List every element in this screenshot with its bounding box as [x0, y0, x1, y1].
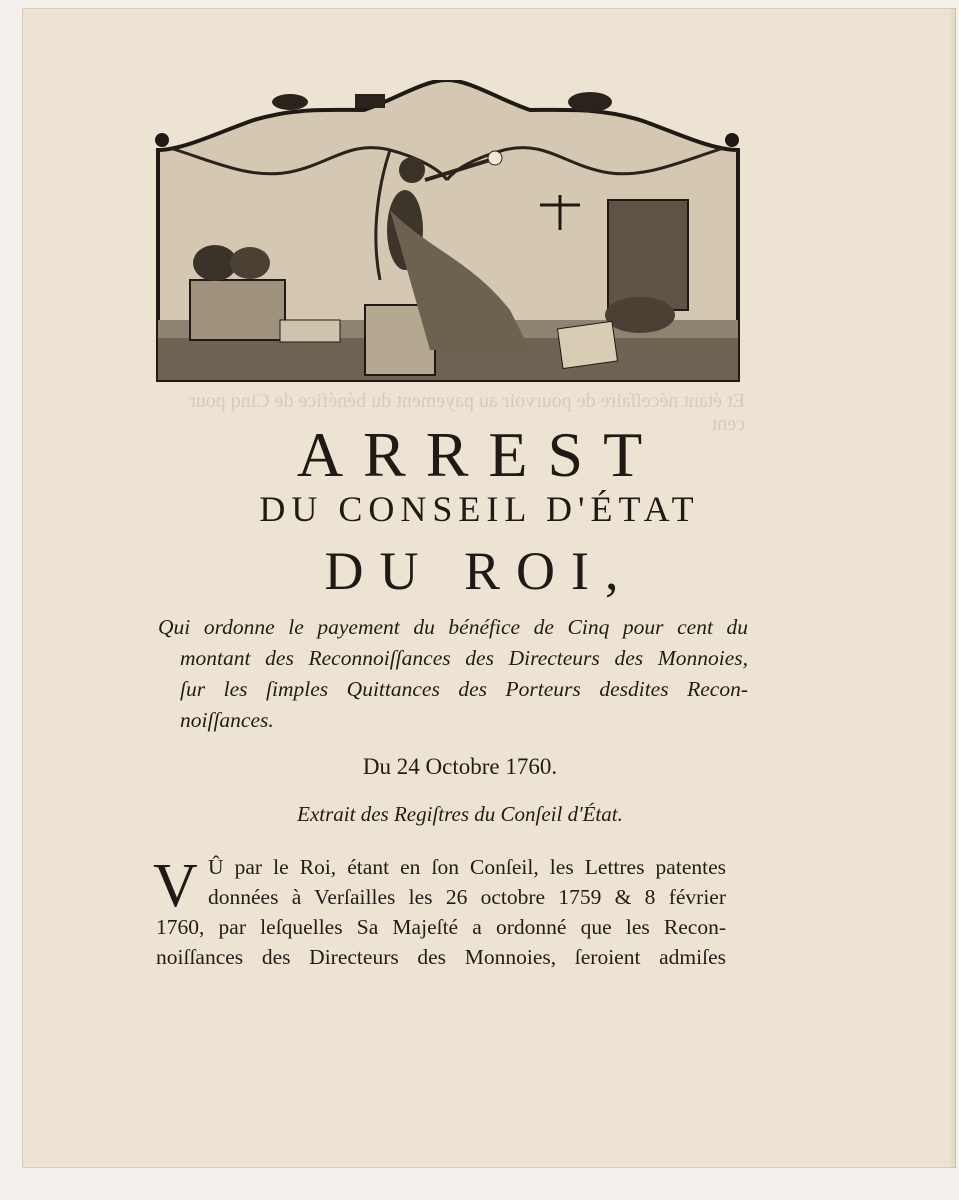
body-line: Û par le Roi, étant en ſon Conſeil, les Lettres patentes [208, 855, 726, 879]
title-arrest: ARREST [296, 419, 663, 490]
subtitle [158, 612, 748, 736]
extract-line: Extrait des Regiſtres du Conſeil d'État. [297, 802, 623, 826]
engraved-vignette [150, 80, 744, 390]
body-line: 1760, par leſquelles Sa Majeſté a ordonné que les Recon- [156, 915, 726, 939]
title-roi: DU ROI, [324, 541, 635, 601]
title-conseil: DU CONSEIL D'ÉTAT [259, 489, 700, 529]
subtitle-line: noiſſances. [180, 708, 274, 732]
drop-cap: V [153, 852, 198, 920]
decree-date: Du 24 Octobre 1760. [362, 754, 558, 779]
subtitle-line: montant des Reconnoiſſances des Directeurs des Monnoies, [180, 646, 748, 670]
subtitle-line: ſur les ſimples Quittances des Porteurs desdites Recon- [180, 677, 748, 701]
body-line: données à Verſailles les 26 octobre 1759 & 8 février [208, 885, 726, 909]
bleed-through-text: Et étant néceſſaire de pourvoir au payement du bénéfice de Cinq pour cent [189, 390, 745, 435]
subtitle-line: Qui ordonne le payement du bénéfice de Cinq pour cent du [158, 615, 748, 639]
body-text [156, 852, 726, 972]
body-line: noiſſances des Directeurs des Monnoies, ſeroient admiſes [156, 945, 726, 969]
